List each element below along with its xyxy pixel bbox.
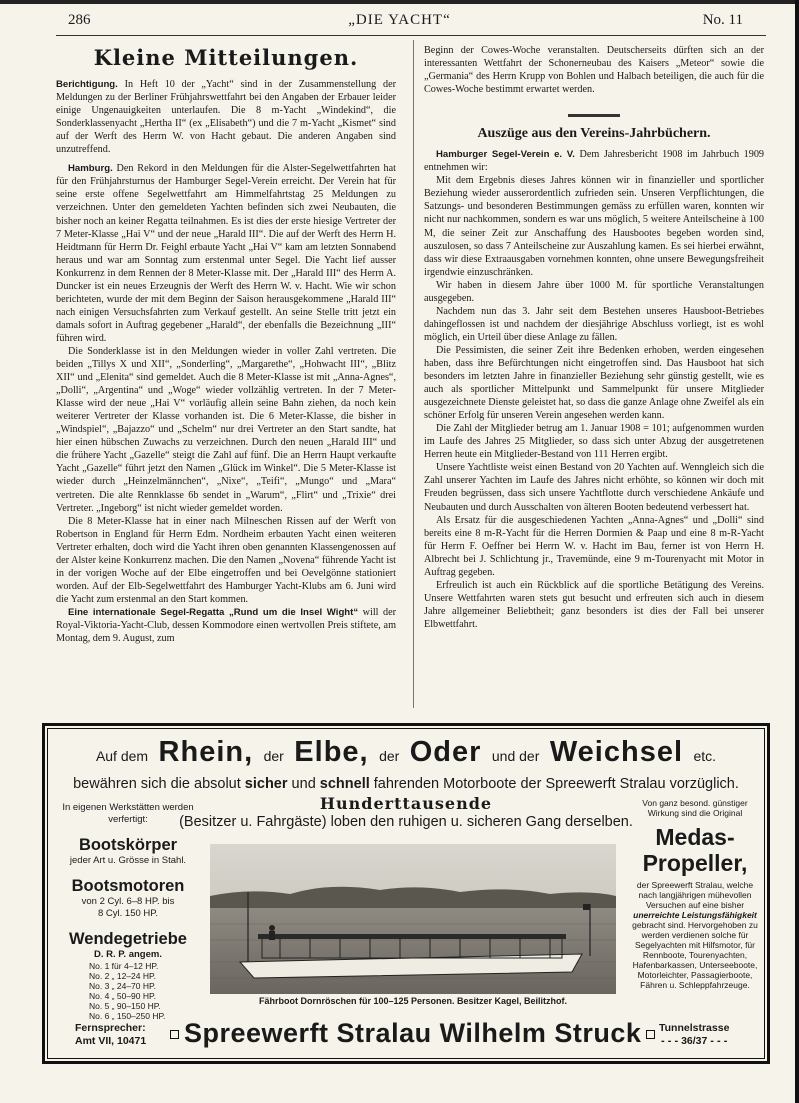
paragraph-text: In Heft 10 der „Yacht“ sind in der Zusammenstellung der Meldungen zu der Berliner Frühjahrswettfahrt bei den Angaben der Erbauer leider einige Ungenauigkeiten unterlaufen. Die 8 m-Yacht „Windekind“, die Sonderklassenyacht „Hertha II“ (ex „Elisabeth“) und die 7 m-Yacht „Kismet“ sind auf der Werft des Herrn W. von Hacht gebaut. Die anderen Angaben sind unzutreffend.: [56, 79, 396, 156]
paragraph-lead: Berichtigung.: [56, 79, 118, 91]
ad-product-motor-note: 8 Cyl. 150 HP.: [97, 908, 159, 919]
paragraph: Wir haben in diesem Jahre über 1000 M. für sportliche Veranstaltungen ausgegeben.: [424, 279, 764, 304]
advertisement-box: [42, 723, 770, 1064]
ad-address-number-text: 36/37: [681, 1035, 708, 1047]
ad-right-intro: Von ganz besond. günstiger Wirkung sind die Original: [642, 798, 748, 818]
ad-company-name: [165, 1018, 649, 1049]
ad-products-left: [53, 802, 203, 1021]
left-column: [56, 45, 396, 645]
ad-emphasis: sicher: [244, 776, 288, 792]
ad-address: [659, 1022, 729, 1048]
ad-address-number: [659, 1035, 729, 1048]
ad-footer: [45, 1016, 767, 1056]
paragraph-lead: Eine internationale Segel-Regatta „Rund um die Insel Wight“: [68, 606, 359, 618]
ad-propeller-text: gebracht sind. Hervorgehoben zu werden verdienen solche für Segelyachten mit Hilfsmotor, für Rennboote, Tourenyachten, Hafenbarkassen, Unterseeboote, Motorleichter, Passagierboote, Fähren u. Schleppfahrzeuge.: [632, 920, 758, 990]
paragraph: Beginn der Cowes-Woche veranstalten. Deutscherseits dürften sich an der interessanten Wettfahrt der Schonerneubau des Kaisers „Meteor“ sowie die „Germania“ des Herrn Krupp von Bohlen und Halbach beteiligen, die auch für die Cowes-Woche bestimmt erwartet werden.: [424, 45, 764, 96]
paragraph: [56, 606, 396, 645]
paragraph-text: will der Royal-Viktoria-Yacht-Club, dessen Kommodore einen wertvollen Preis stiftete, am Montag, dem 9. August, zum: [56, 606, 396, 645]
column-divider: [413, 40, 414, 708]
ad-gear-spec-row: No. 6 „ 150–250 HP.: [89, 1011, 166, 1021]
section-heading-yearbooks: Auszüge aus den Vereins-Jahrbüchern.: [477, 126, 711, 142]
paragraph: Unsere Yachtliste weist einen Bestand von 20 Yachten auf. Wenngleich sich die Zahl unserer Yachten im Laufe des Jahres nicht erhöhte, so können wir doch mit Freuden begrüssen, dass sich unsere Yachtflotte durch verschiedene Ankäufe und Neubauten und durch Ausschalten von älteren Booten bedeutend verbessert hat.: [424, 462, 764, 513]
ad-gear-spec-row: No. 2 „ 12–24 HP.: [89, 971, 156, 981]
ad-telephone-label: Fernsprecher:: [75, 1022, 146, 1034]
paragraph: Mit dem Ergebnis dieses Jahres können wir in finanzieller und sportlicher Beziehung wieder ausserordentlich zufrieden sein. Unseren Verpflichtungen, die Satzungs- und besonderen Bestimmungen gemäss zu erfüllen waren, konnten wir nicht nur nachkommen, sondern es war uns möglich, 5 weitere Anteilscheine à 100 M, die seiner Zeit zur Anschaffung des Hausbootes begeben worden sind, auszulosen, so dass 7 Anteilscheine zur Auszahlung kamen. Es sei hierbei erwähnt, dass wir diese Extraausgaben vornehmen konnten, ohne unsere Bewegungsfreiheit irgendwie einzuschränken.: [424, 175, 764, 278]
page-number: 286: [68, 12, 91, 28]
ad-gear-spec-row: No. 1 für 4–12 HP.: [89, 961, 159, 971]
photo-caption: Fährboot Dornröschen für 100–125 Personen. Besitzer Kagel, Beilitzhof.: [258, 996, 568, 1006]
ad-word-river: Rhein,: [158, 736, 254, 768]
ad-claim-line: [45, 776, 767, 792]
paragraph: [56, 162, 396, 345]
journal-title: „DIE YACHT“: [348, 12, 451, 28]
paragraph: [424, 148, 764, 174]
header-rule: [56, 35, 766, 36]
issue-number: No. 11: [702, 12, 743, 28]
ad-address-street: Tunnelstrasse: [659, 1022, 730, 1034]
paragraph: Nachdem nun das 3. Jahr seit dem Bestehen unseres Hausboot-Betriebes dahingeflossen ist und nachdem der diesjährige Abschluss vorliegt, ist es wohl möglich, ein Urteil über diese Anlage zu fällen.: [424, 305, 764, 343]
page-header: [0, 6, 799, 36]
paragraph: Die Sonderklasse ist in den Meldungen wieder in voller Zahl vertreten. Die beiden „Tillys X und XII“, „Sonderling“, „Margarethe“, „Hohwacht III“, „Blitz XII“ und „Elenita“ sind gemeldet. Auch die 8 Meter-Klasse ist mit „Anna-Agnes“, „Dolli“, „Argentina“ und „Woge“ wieder vollzählig vertreten. In der 7 Meter-Klasse wird der neue „Hai V“ vorläufig allein seine Bahn ziehen, da noch kein weiterer Vertreter der Klasse vorhanden ist. Die 6 Meter-Klasse, die bisher in „Windspiel“, „Bajazzo“ und „Schelm“ nur drei Vertreter an den Start sandte, hat hier einen hübschen Zuwachs zu verzeichnen. Durch den neuen „Harald III“ und die frühere Yacht „Gazelle“ steigt die Zahl auf fünf. Die an Herrn Haupt verkaufte Yacht „Gazelle“ führt jetzt den Namen „Glück im Winkel“. Die 5 Meter-Klasse ist wieder durch „Heinzelmännchen“, „Nixe“, „Teifi“, „Mungo“ und „Mara“ vertreten. Die alte Rennklasse 6b sendet in „Warum“, „Flirt“ und „Trixie“ drei Vertreter. „Ingeborg“ ist nicht wieder gemeldet worden.: [56, 345, 396, 514]
ad-word: der: [263, 748, 284, 764]
paragraph: Erfreulich ist auch ein Rückblick auf die sportliche Betätigung des Vereins. Unsere Wettfahrten waren stets gut besucht und erfreuten sich auch in diesem Jahre allgemeiner Beliebtheit; ganz besonders ist dies der Fall bei unserer Elbwettfahrt.: [424, 579, 764, 630]
ad-propeller-text: der Spreewerft Stralau, welche nach langjährigen mühevollen Versuchen auf eine bisher: [636, 880, 754, 910]
scan-edge-top: [0, 0, 799, 4]
dash-ornament-icon: - - -: [661, 1035, 679, 1047]
scan-edge-right: [795, 0, 799, 1103]
ad-praise-line: (Besitzer u. Fahrgäste) loben den ruhigen u. sicheren Gang derselben.: [179, 814, 633, 830]
ad-emphasis: schnell: [319, 776, 370, 792]
ad-product-gear-patent: D. R. P. angem.: [94, 949, 162, 960]
ad-word: und der: [491, 748, 540, 764]
paragraph: Die Pessimisten, die seiner Zeit ihre Bedenken erhoben, werden eingesehen haben, dass ihre Befürchtungen nicht eingetroffen sind. Das Hausboot hat sich besonders im letzten Jahre in finanzieller Beziehung sehr günstig gestellt, wie es auch als sportlicher Mittelpunkt und Sammelpunkt für unsere Mitglieder ausgezeichnete Dienste geleistet hat, so dass die ganze Anlage ohne Zweifel als ein schöner Erfolg für unseren Verein angesehen werden kann.: [424, 344, 764, 422]
ad-word: etc.: [693, 748, 717, 764]
paragraph: [56, 78, 396, 156]
dash-ornament-icon: - - -: [710, 1035, 728, 1047]
ad-product-hull: Bootskörper: [78, 836, 178, 854]
right-column: [424, 44, 764, 631]
ad-rivers-line: [45, 736, 767, 769]
ad-product-motor: Bootsmotoren: [71, 877, 185, 895]
ad-gear-spec-row: No. 5 „ 90–150 HP.: [89, 1001, 161, 1011]
section-separator: [568, 114, 620, 117]
paragraph-text: Dem Jahresbericht 1908 im Jahrbuch 1909 entnehmen wir:: [424, 149, 765, 174]
square-bullet-icon: [170, 1030, 179, 1039]
ad-word: Auf dem: [95, 748, 149, 764]
ad-propeller-emphasis: unerreichte Leistungsfähigkeit: [633, 910, 757, 920]
ad-telephone: [75, 1022, 146, 1048]
ad-product-hull-note: jeder Art u. Grösse in Stahl.: [69, 855, 187, 866]
ad-text: bewähren sich die absolut: [73, 776, 245, 792]
ad-propeller-name: Medas-Propeller,: [642, 824, 748, 876]
paragraph-lead: Hamburger Segel-Verein e. V.: [436, 149, 575, 161]
section-heading-news: Kleine Mitteilungen.: [93, 45, 359, 70]
ad-gear-spec-row: No. 4 „ 50–90 HP.: [89, 991, 156, 1001]
ad-word-river: Oder: [409, 736, 482, 768]
paragraph: Die 8 Meter-Klasse hat in einer nach Milneschen Rissen auf der Werft von Robertson in England für Herrn Edm. Nordheim erbauten Yacht einen weiteren Vertreter erhalten, doch wird die Yacht ihren oben genannten Klassengenossen auf der Alster keine Konkurrenz machen. Die den Namen „Novena“ führende Yacht ist in der vorigen Woche auf der Elbe eingetroffen und bei Oevelgönne stationiert worden. Auf der Elb-Segelwettfahrt des Hamburger Yacht-Klubs am 6. Juni wird die Yacht zum erstenmal an den Start kommen.: [56, 515, 396, 605]
ad-company-text: Spreewerft Stralau Wilhelm Struck: [184, 1018, 642, 1048]
ad-word-river: Weichsel: [549, 736, 684, 768]
ad-hunderttausende: Hunderttausende: [319, 794, 493, 813]
square-bullet-icon: [646, 1030, 655, 1039]
paragraph-lead: Hamburg.: [68, 163, 113, 175]
ad-gear-spec-row: No. 3 „ 24–70 HP.: [89, 981, 156, 991]
ad-product-gear: Wendegetriebe: [69, 930, 187, 948]
paragraph: Als Ersatz für die ausgeschiedenen Yachten „Anna-Agnes“ und „Dolli“ sind bereits eine 8 m-R-Yacht für die Herren Dormien & Paap und eine 8 m-R-Yacht für Herrn F. Oeffner bei Herrn W. v. Hacht im Bau, ferner ist von Herrn H. Albrecht bei J. Schlichtung jr., Travemünde, eine 9 m-Tourenyacht mit Motor in Auftrag gegeben.: [424, 514, 764, 578]
ad-word-river: Elbe,: [294, 736, 369, 768]
ad-text: fahrenden Motorboote der Spreewerft Stralau vorzüglich.: [369, 776, 739, 792]
paragraph-text: Den Rekord in den Meldungen für die Alster-Segelwettfahrten hat für den Frühjahrsturnus der Hamburger Segel-Verein erreicht. Der Verein hat für seine erste offene Segelwettfahrt am Himmelfahrtstag 25 Meldungen zu verzeichnen. Unter den gemeldeten Yachten befinden sich zwei Neubauten, die bisher noch an keiner Regatta teilnahmen. Es ist dies der erste hiesige Vertreter der 7 Meter-Klasse „Hai V“ und der neue „Harald III“. Die auf der Werft des Herrn H. Heidtmann für Herrn Dr. Feighl erbaute Yacht „Hai V“ kam am letzten Sonnabend heraus und war am Sonntag zum erstenmal unter Segel. Die Yacht lief ausser Konkurrenz in dem Rennen der 8 Meter-Klasse mit. Der „Harald III“ des Herrn A. Duncker ist ein neues Erzeugnis der Werft des Herrn W. v. Hacht. Wie wir schon berichteten, wurde der mit dem Beginn der Saison herausgekommene „Harald III“ nach einigen Versuchsfahrten zum Verkauf gestellt. An seine Stelle tritt jetzt ein damals sofort in Auftrag gegebener „Harald“, der ebenfalls die Bezeichnung „III“ führen wird.: [56, 163, 396, 344]
ad-text: und: [287, 776, 320, 792]
ad-product-motor-note: von 2 Cyl. 6–8 HP. bis: [81, 896, 175, 907]
ad-left-intro: In eigenen Werkstätten werden verfertigt:: [62, 802, 194, 825]
ad-telephone-number: Amt VII, 10471: [75, 1035, 147, 1047]
paragraph: Die Zahl der Mitglieder betrug am 1. Januar 1908 = 101; aufgenommen wurden im Laufe des Jahres 25 Mitglieder, so dass sich unter Abzug der ausgetretenen Herren heute ein Mitglieder-Bestand von 111 Herren ergibt.: [424, 423, 764, 461]
ferry-boat-photo: [210, 844, 616, 994]
ad-word: der: [379, 748, 400, 764]
ad-propeller-right: [629, 798, 761, 990]
